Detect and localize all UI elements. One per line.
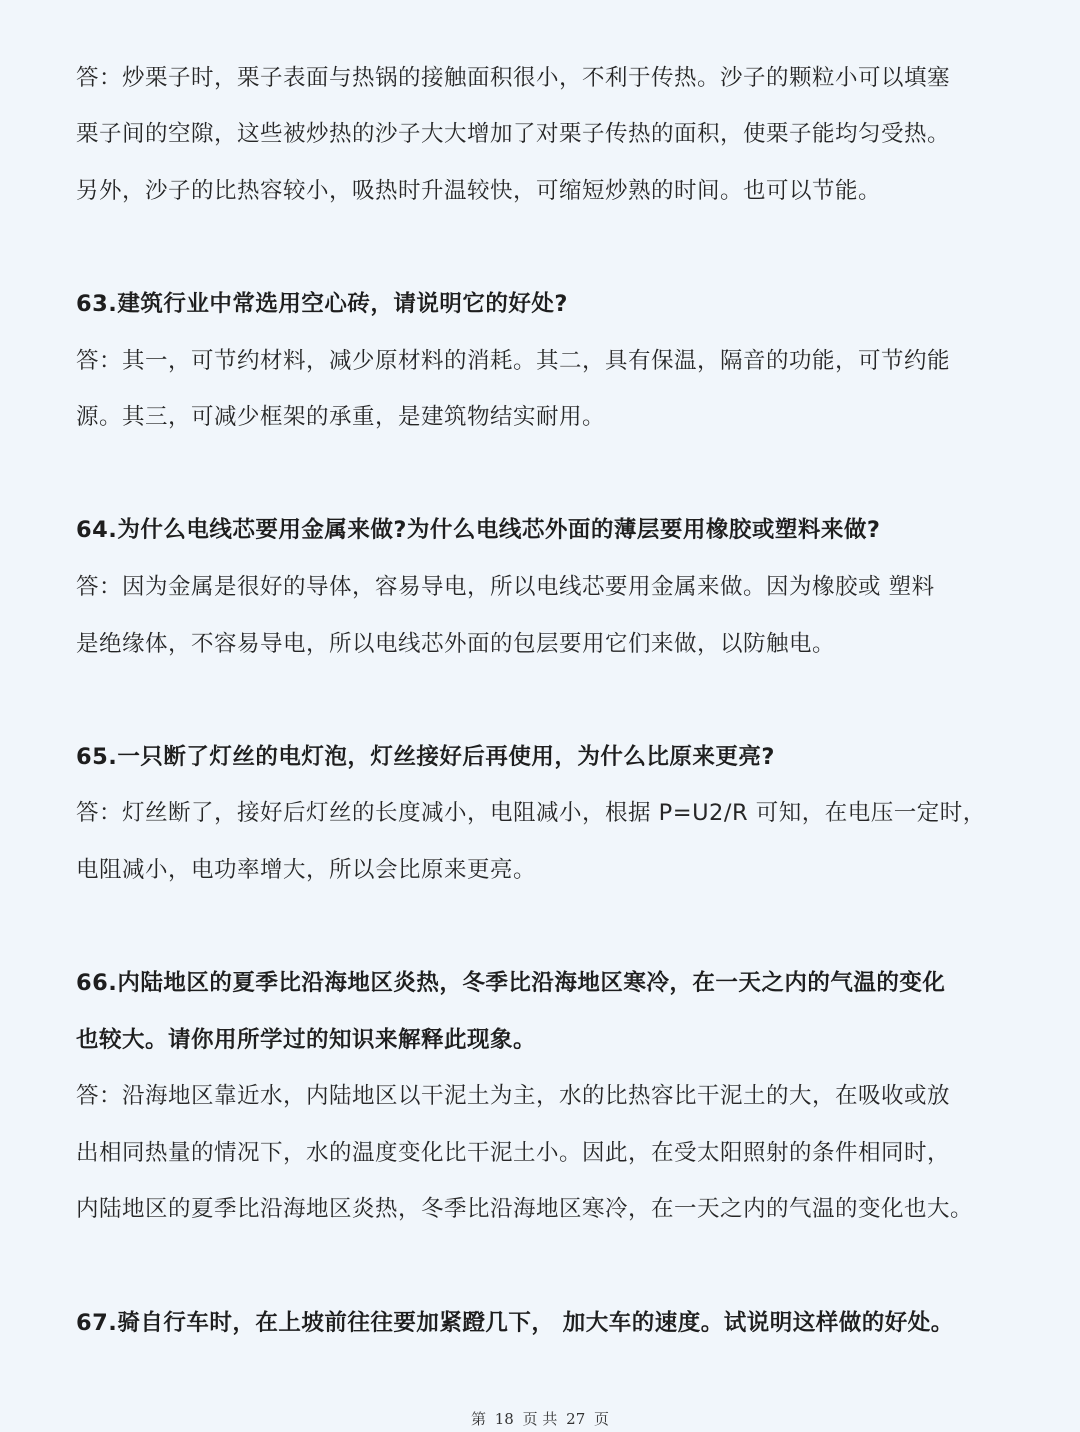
answer-63-line-2: 源。其三，可减少框架的承重，是建筑物结实耐用。 [76,404,606,430]
answer-63-line-1: 答：其一，可节约材料，减少原材料的消耗。其二，具有保温，隔音的功能，可节约能 [76,348,951,374]
answer-62-line-3: 另外，沙子的比热容较小，吸热时升温较快，可缩短炒熟的时间。也可以节能。 [76,178,882,204]
question-65: 65.一只断了灯丝的电灯泡，灯丝接好后再使用，为什么比原来更亮? [76,744,775,770]
footer-total-pages: 27 [566,1410,586,1428]
footer-suffix: 页 [594,1410,610,1428]
answer-64-line-1: 答：因为金属是很好的导体，容易导电，所以电线芯要用金属来做。因为橡胶或 塑料 [76,574,935,600]
answer-62-line-2: 栗子间的空隙，这些被炒热的沙子大大增加了对栗子传热的面积，使栗子能均匀受热。 [76,121,951,147]
answer-65-line-2: 电阻减小，电功率增大，所以会比原来更亮。 [76,857,537,883]
footer-middle: 页 共 [522,1410,558,1428]
footer-prefix: 第 [470,1410,486,1428]
page-footer [0,1408,1080,1430]
answer-66-line-1: 答：沿海地区靠近水，内陆地区以干泥土为主，水的比热容比干泥土的大，在吸收或放 [76,1083,951,1109]
answer-66-line-2: 出相同热量的情况下，水的温度变化比干泥土小。因此，在受太阳照射的条件相同时， [76,1140,951,1166]
question-67: 67.骑自行车时，在上坡前往往要加紧蹬几下， 加大车的速度。试说明这样做的好处。 [76,1310,954,1336]
question-66-line-1: 66.内陆地区的夏季比沿海地区炎热，冬季比沿海地区寒冷，在一天之内的气温的变化 [76,970,946,996]
footer-page-number: 18 [494,1410,514,1428]
question-64: 64.为什么电线芯要用金属来做?为什么电线芯外面的薄层要用橡胶或塑料来做? [76,517,881,543]
question-66-line-2: 也较大。请你用所学过的知识来解释此现象。 [76,1027,537,1053]
answer-65-line-1: 答：灯丝断了，接好后灯丝的长度减小，电阻减小，根据 P=U2/R 可知，在电压一定时， [76,800,986,826]
answer-64-line-2: 是绝缘体，不容易导电，所以电线芯外面的包层要用它们来做，以防触电。 [76,631,836,657]
question-63: 63.建筑行业中常选用空心砖，请说明它的好处? [76,291,568,317]
answer-62-line-1: 答：炒栗子时，栗子表面与热锅的接触面积很小，不利于传热。沙子的颗粒小可以填塞 [76,65,951,91]
answer-66-line-3: 内陆地区的夏季比沿海地区炎热，冬季比沿海地区寒冷，在一天之内的气温的变化也大。 [76,1196,974,1222]
